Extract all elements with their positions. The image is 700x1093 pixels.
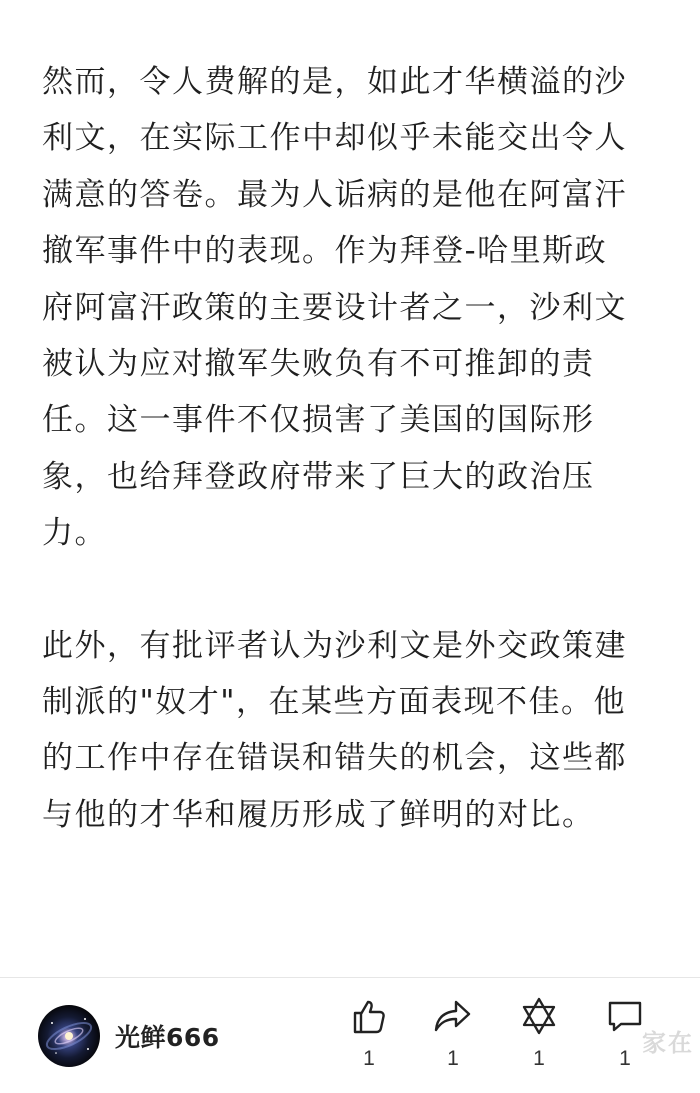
author-name[interactable]: 光鲜666 xyxy=(115,1023,220,1052)
star-of-david-icon xyxy=(519,996,559,1036)
author-info[interactable] xyxy=(38,1005,220,1067)
text-line: 府阿富汗政策的主要设计者之一，沙利文 xyxy=(42,289,627,326)
text-line: 的工作中存在错误和错失的机会，这些都 xyxy=(42,740,627,777)
text-line: 撤军事件中的表现。作为拜登-哈里斯政 xyxy=(42,233,608,270)
text-line: 与他的才华和履历形成了鲜明的对比。 xyxy=(42,796,595,833)
thumbs-up-icon xyxy=(349,996,389,1036)
like-count: 1 xyxy=(363,1047,375,1070)
text-line: 象，也给拜登政府带来了巨大的政治压 xyxy=(42,458,595,495)
comment-button[interactable] xyxy=(603,996,647,1071)
text-line: 满意的答卷。最为人诟病的是他在阿富汗 xyxy=(42,176,627,213)
text-line: 利文，在实际工作中却似乎未能交出令人 xyxy=(42,120,627,157)
paragraph-1 xyxy=(42,54,668,562)
text-line: 然而，令人费解的是，如此才华横溢的沙 xyxy=(42,64,627,100)
action-bar xyxy=(0,978,700,1093)
watermark: 家在 xyxy=(642,1029,694,1057)
text-line: 制派的"奴才"，在某些方面表现不佳。他 xyxy=(42,684,627,721)
share-count: 1 xyxy=(447,1047,459,1070)
galaxy-avatar-icon xyxy=(38,1005,100,1067)
favorite-count: 1 xyxy=(533,1047,545,1070)
paragraph-2 xyxy=(42,618,668,844)
article-body xyxy=(42,54,668,843)
like-button[interactable] xyxy=(347,996,391,1071)
comment-count: 1 xyxy=(619,1047,631,1070)
text-line: 被认为应对撤军失败负有不可推卸的责 xyxy=(42,346,595,383)
avatar[interactable] xyxy=(38,1005,100,1067)
share-arrow-icon xyxy=(433,996,473,1036)
share-button[interactable] xyxy=(431,996,475,1071)
favorite-button[interactable] xyxy=(517,996,561,1071)
comment-bubble-icon xyxy=(605,996,645,1036)
text-line: 此外，有批评者认为沙利文是外交政策建 xyxy=(42,627,627,664)
text-line: 力。 xyxy=(42,515,107,552)
text-line: 任。这一事件不仅损害了美国的国际形 xyxy=(42,402,595,439)
